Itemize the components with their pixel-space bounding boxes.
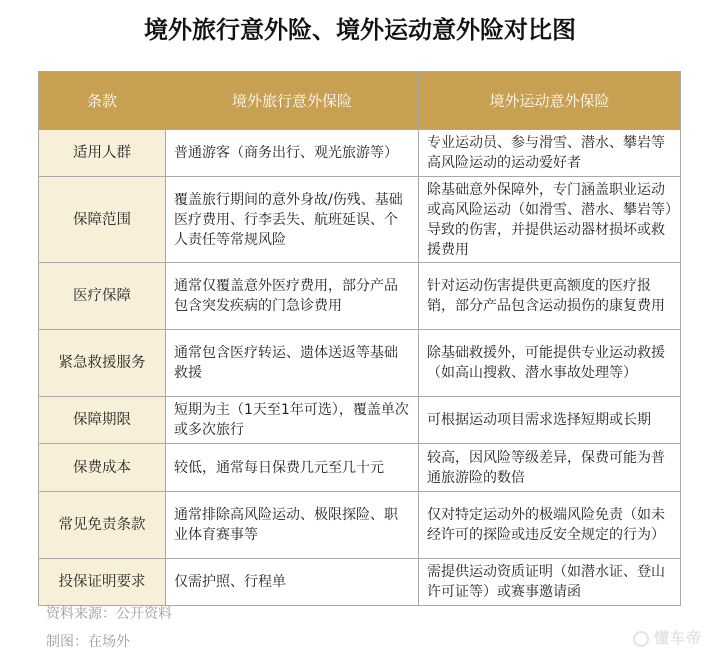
sport-cell: 较高，因风险等级差异，保费可能为普通旅游险的数倍 [419,444,681,492]
watermark-text: 懂车帝 [653,629,702,647]
row-term: 投保证明要求 [39,559,166,606]
sport-cell: 除基础救援外，可能提供专业运动救援（如高山搜救、潜水事故处理等） [419,330,681,397]
travel-cell: 较低，通常每日保费几元至几十元 [166,444,419,492]
row-term: 紧急救援服务 [39,330,166,397]
travel-cell: 覆盖旅行期间的意外身故/伤残、基础医疗费用、行李丢失、航班延误、个人责任等常规风险 [166,177,419,263]
table-row [39,330,681,397]
table-row [39,444,681,492]
watermark [633,628,702,648]
travel-cell: 短期为主（1天至1年可选），覆盖单次或多次旅行 [166,397,419,444]
source-note: 资料来源：公开资料 [46,606,172,622]
header-travel-insurance: 境外旅行意外保险 [166,72,419,130]
header-term: 条款 [39,72,166,130]
travel-cell: 通常排除高风险运动、极限探险、职业体育赛事等 [166,492,419,559]
row-term: 医疗保障 [39,263,166,330]
comparison-table [38,71,681,606]
table-row [39,492,681,559]
header-sport-insurance: 境外运动意外保险 [419,72,681,130]
travel-cell: 通常包含医疗转运、遗体送返等基础救援 [166,330,419,397]
row-term: 保障范围 [39,177,166,263]
travel-cell: 普通游客（商务出行、观光旅游等） [166,130,419,177]
row-term: 保费成本 [39,444,166,492]
row-term: 适用人群 [39,130,166,177]
table-row [39,177,681,263]
travel-cell: 通常仅覆盖意外医疗费用，部分产品包含突发疾病的门急诊费用 [166,263,419,330]
watermark-logo-icon [633,631,649,647]
table-row [39,130,681,177]
row-term: 保障期限 [39,397,166,444]
table-row [39,263,681,330]
sport-cell: 可根据运动项目需求选择短期或长期 [419,397,681,444]
table-header-row [39,72,681,130]
table-row [39,559,681,606]
sport-cell: 针对运动伤害提供更高额度的医疗报销，部分产品包含运动损伤的康复费用 [419,263,681,330]
sport-cell: 专业运动员、参与滑雪、潜水、攀岩等高风险运动的运动爱好者 [419,130,681,177]
table-row [39,397,681,444]
sport-cell: 需提供运动资质证明（如潜水证、登山许可证等）或赛事邀请函 [419,559,681,606]
sport-cell: 仅对特定运动外的极端风险免责（如未经许可的探险或违反安全规定的行为） [419,492,681,559]
page-title: 境外旅行意外险、境外运动意外险对比图 [144,16,576,44]
travel-cell: 仅需护照、行程单 [166,559,419,606]
row-term: 常见免责条款 [39,492,166,559]
sport-cell: 除基础意外保障外，专门涵盖职业运动或高风险运动（如滑雪、潜水、攀岩等）导致的伤害，并提供运动器材损坏或救援费用 [419,177,681,263]
maker-note: 制图：在场外 [46,634,130,650]
